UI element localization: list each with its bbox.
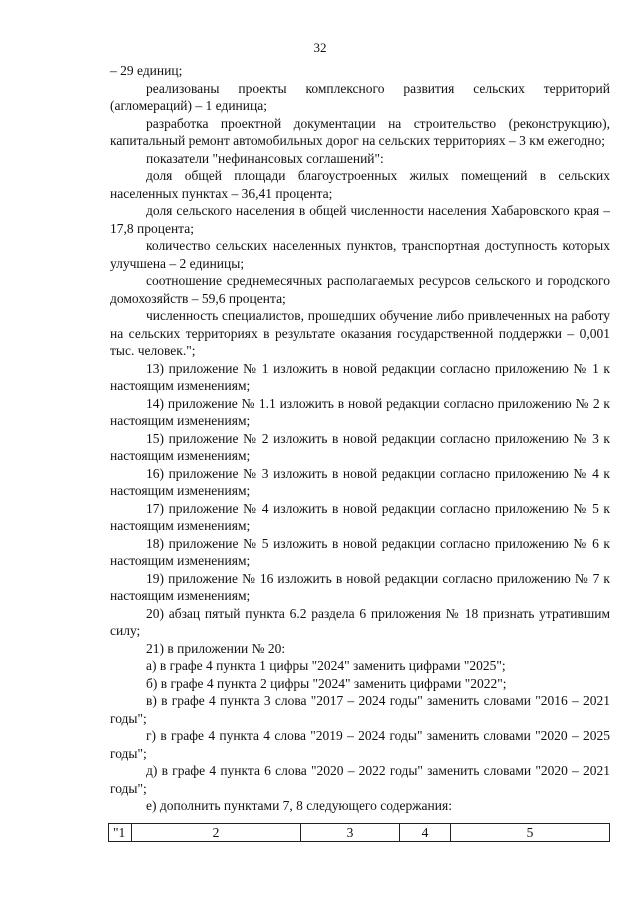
paragraph: г) в графе 4 пункта 4 слова "2019 – 2024 годы" заменить словами "2020 – 2025 годы"; bbox=[110, 728, 610, 761]
paragraph: 14) приложение № 1.1 изложить в новой редакции согласно приложению № 2 к настоящим изменениям; bbox=[110, 395, 610, 428]
document-body bbox=[110, 62, 610, 815]
paragraph: б) в графе 4 пункта 2 цифры "2024" заменить цифрами "2022"; bbox=[146, 675, 507, 691]
table-cell-5: 5 bbox=[451, 824, 610, 842]
paragraph: 21) в приложении № 20: bbox=[146, 640, 286, 656]
paragraph: 15) приложение № 2 изложить в новой редакции согласно приложению № 3 к настоящим изменениям; bbox=[110, 430, 610, 463]
paragraph: реализованы проекты комплексного развития сельских территорий (агломераций) – 1 единица; bbox=[110, 80, 610, 113]
paragraph: а) в графе 4 пункта 1 цифры "2024" заменить цифрами "2025"; bbox=[146, 658, 506, 673]
paragraph: доля общей площади благоустроенных жилых помещений в сельских населенных пунктах – 36,41 процента; bbox=[110, 168, 610, 201]
table-cell-4: 4 bbox=[400, 824, 451, 842]
table-cell-3: 3 bbox=[301, 824, 400, 842]
paragraph: в) в графе 4 пункта 3 слова "2017 – 2024 годы" заменить словами "2016 – 2021 годы"; bbox=[110, 693, 610, 726]
paragraph: численность специалистов, прошедших обучение либо привлеченных на работу на сельских территориях в результате оказания государственной поддержки – 0,001 тыс. человек."; bbox=[110, 308, 610, 358]
paragraph: 17) приложение № 4 изложить в новой редакции согласно приложению № 5 к настоящим изменениям; bbox=[110, 500, 610, 533]
paragraph: д) в графе 4 пункта 6 слова "2020 – 2022 годы" заменить словами "2020 – 2021 годы"; bbox=[110, 763, 610, 796]
paragraph: количество сельских населенных пунктов, транспортная доступность которых улучшена – 2 единицы; bbox=[110, 238, 610, 271]
paragraph: е) дополнить пунктами 7, 8 следующего содержания: bbox=[146, 798, 452, 813]
table-header-row bbox=[109, 824, 610, 842]
page-number: 32 bbox=[313, 40, 327, 55]
paragraph: 16) приложение № 3 изложить в новой редакции согласно приложению № 4 к настоящим изменениям; bbox=[110, 465, 610, 498]
paragraph: 20) абзац пятый пункта 6.2 раздела 6 приложения № 18 признать утратившим силу; bbox=[110, 605, 610, 638]
paragraph: доля сельского населения в общей численности населения Хабаровского края – 17,8 процента; bbox=[110, 203, 610, 236]
paragraph: 18) приложение № 5 изложить в новой редакции согласно приложению № 6 к настоящим изменениям; bbox=[110, 535, 610, 568]
paragraph: – 29 единиц; bbox=[110, 63, 183, 78]
table-cell-2: 2 bbox=[132, 824, 301, 842]
appendix-table bbox=[108, 823, 610, 842]
paragraph: соотношение среднемесячных располагаемых ресурсов сельского и городского домохозяйств – 59,6 процента; bbox=[110, 273, 610, 306]
paragraph: 19) приложение № 16 изложить в новой редакции согласно приложению № 7 к настоящим изменениям; bbox=[110, 570, 610, 603]
paragraph: разработка проектной документации на строительство (реконструкцию), капитальный ремонт автомобильных дорог на сельских территориях – 3 км ежегодно; bbox=[110, 115, 610, 148]
paragraph: показатели "нефинансовых соглашений": bbox=[146, 150, 384, 166]
paragraph: 13) приложение № 1 изложить в новой редакции согласно приложению № 1 к настоящим изменениям; bbox=[110, 360, 610, 393]
table-cell-1: "1 bbox=[109, 824, 132, 842]
